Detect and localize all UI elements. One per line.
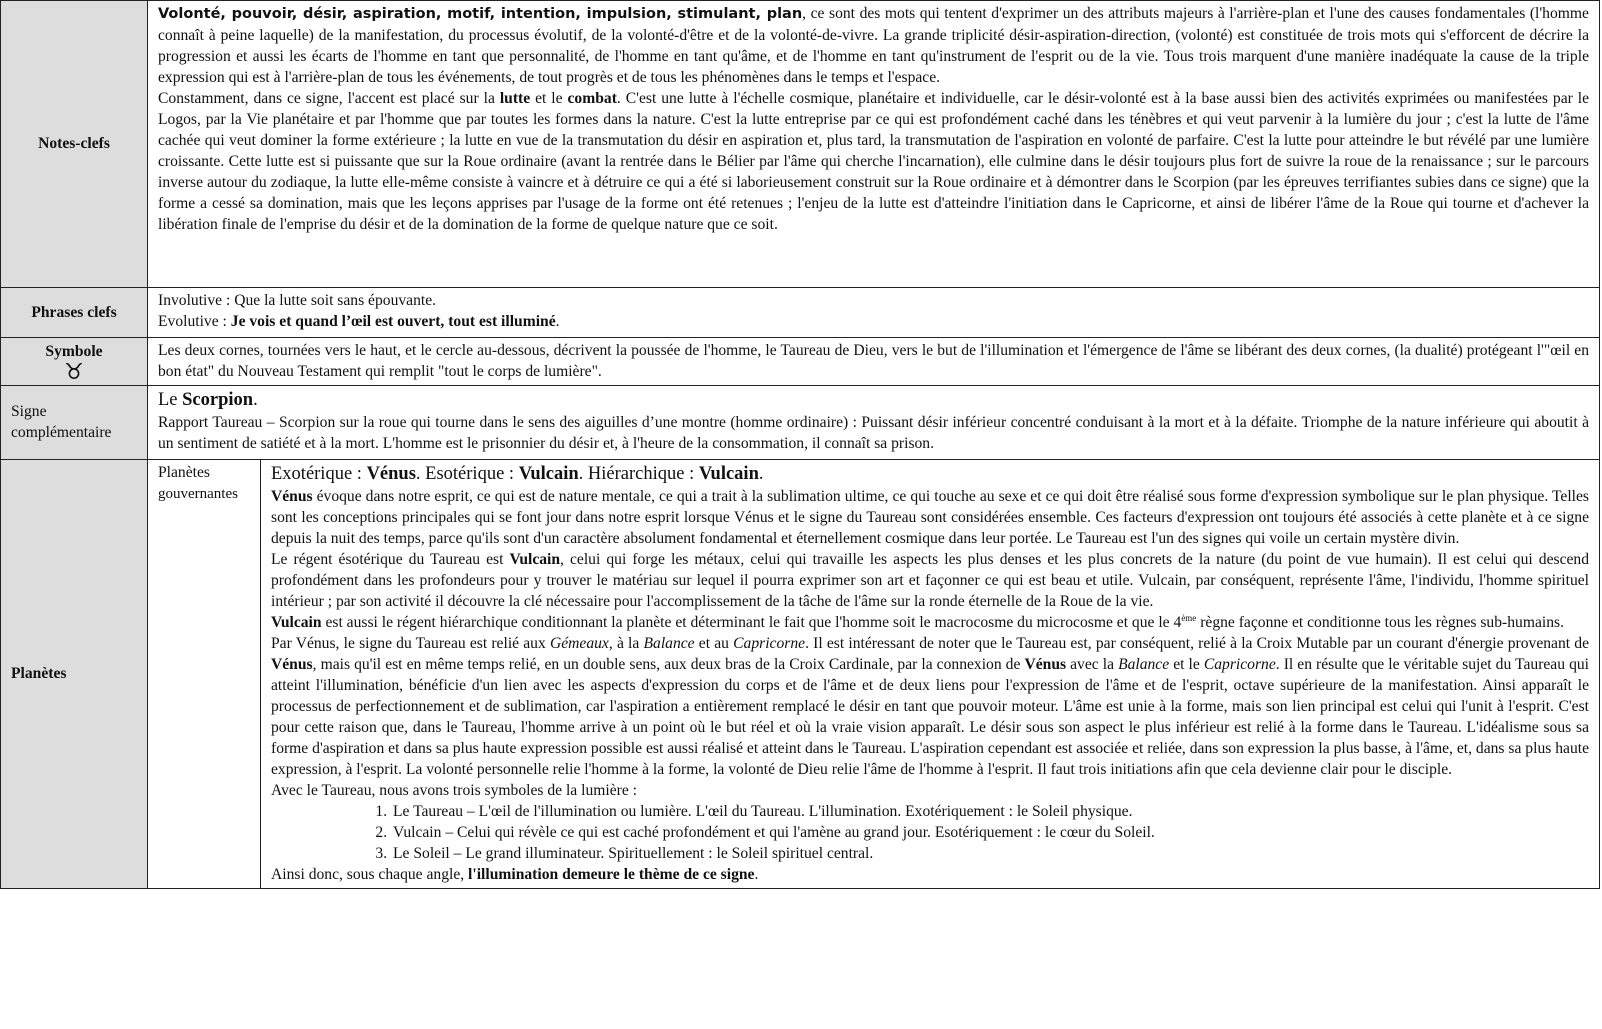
row-symbole [1, 338, 1600, 386]
notes-clefs-content [148, 1, 1600, 288]
planetes-content [261, 460, 1600, 889]
rulers-line: Exotérique : Vénus. Esotérique : Vulcain. Hiérarchique : Vulcain. [271, 464, 764, 484]
symbols-intro: Avec le Taureau, nous avons trois symboles de la lumière : [271, 782, 637, 799]
phrases-clefs-label: Phrases clefs [1, 288, 148, 338]
phrase-involutive: Involutive : Que la lutte soit sans épouvante. [158, 292, 437, 309]
signe-complementaire-content [148, 386, 1600, 460]
signe-complementaire-label: Signe complémentaire [1, 386, 148, 460]
list-item: 3. Le Soleil – Le grand illuminateur. Spirituellement : le Soleil spirituel central. [391, 843, 1589, 864]
notes-p1: Volonté, pouvoir, désir, aspiration, motif, intention, impulsion, stimulant, plan, ce sont des mots qui tentent d'exprimer un des attributs majeurs à l'arrière-plan et l'une des causes fondamentales (l'homme connaît à peine laquelle) de la manifestation, du processus évolutif, de la volonté-d'être et de la volonté-de-vivre. La grande triplicité désir-aspiration-direction, (volonté) est constituée de trois mots qui s'efforcent de décrire la progression et aussi les écarts de l'homme en tant que personnalité, de l'homme en tant qu'âme, et de l'homme en tant qu'instrument de l'esprit ou de la vie. Tous trois marquent d'une manière inadéquate la cause de la triple expression qui est à l'arrière-plan de tous les événements, de tout progrès et de tous les phénomènes dans le temps et l'espace. [158, 5, 1589, 86]
list-item: 2. Vulcain – Celui qui révèle ce qui est caché profondément et qui l'amène au grand jour. Esotériquement : le cœur du Soleil. [391, 822, 1589, 843]
row-notes-clefs [1, 1, 1600, 288]
regent-paragraph: Le régent ésotérique du Taureau est Vulcain, celui qui forge les métaux, celui qui travaille les aspects les plus denses et les plus concrets de la nature (du point de vue humain). Il est celui qui descend profondément dans les profondeurs pour y trouver le matériau sur lequel il pourra exprimer son art et façonner ce qui est beau et utile. Vulcain, par conséquent, représente l'âme, l'individu, l'homme spirituel intérieur ; par son activité il découvre la clé nécessaire pour l'accomplissement de la tâche de l'âme sur la ronde éternelle de la Roue de la vie. [271, 551, 1590, 610]
row-planetes [1, 460, 1600, 889]
complementaire-text: Rapport Taureau – Scorpion sur la roue qui tourne dans le sens des aiguilles d’une montre (homme ordinaire) : Puissant désir inférieur concentré conduisant à la mort et à la défaite. Triomphe de la nature inférieure qui aboutit à un sentiment de satiété et à la mort. L'homme est le prisonnier du désir et, à l'heure de la consommation, il connaît sa prison. [158, 414, 1589, 452]
row-signe-complementaire [1, 386, 1600, 460]
phrase-evolutive: Evolutive : Je vois et quand l’œil est ouvert, tout est illuminé. [158, 313, 560, 330]
planetes-gouvernantes-label: Planètes gouvernantes [148, 460, 261, 889]
conclusion: Ainsi donc, sous chaque angle, l'illumination demeure le thème de ce signe. [271, 866, 759, 883]
notes-p2: Constamment, dans ce signe, l'accent est placé sur la lutte et le combat. C'est une lutte à l'échelle cosmique, planétaire et individuelle, car le désir-volonté est à la base aussi bien des activités exprimées ou manifestées par le Logos, par la Vie planétaire et par l'homme que par toutes les formes dans la nature. C'est la lutte entreprise par ce qui est profondément caché dans les ténèbres et qui veut parvenir à la lumière du jour ; c'est la lutte de l'âme cachée qui veut dominer la forme extérieure ; la lutte en vue de la transmutation du désir en aspiration et, plus tard, la transmutation de l'aspiration en volonté de parfaire. C'est la lutte pour atteindre le but révélé par une lumière croissante. Cette lutte est si puissante que sur la Roue ordinaire (avant la rentrée dans le Bélier par l'âme qui cherche l'incarnation), elle culmine dans le désir toujours plus fort de suivre la roue de la renaissance ; sur le parcours inverse autour du zodiaque, la lutte elle-même consiste à vaincre et à détruire ce qui a été si laborieusement construit sur la Roue ordinaire et à démontrer dans le Scorpion (par les épreuves terrifiantes subies dans ce signe) que la forme a cessé sa domination, mais que les leçons apprises par l'usage de la forme ont été retenues ; l'enjeu de la lutte est d'atteindre l'initiation dans le Capricorne, et ainsi de libérer l'âme de la Roue qui tourne et d'achever la libération finale de l'emprise du désir et de la domination de la forme de quelque nature que ce soit. [158, 90, 1590, 233]
keywords: Volonté, pouvoir, désir, aspiration, motif, intention, impulsion, stimulant, plan [158, 6, 803, 22]
light-symbols-list [271, 801, 1589, 864]
phrases-clefs-content [148, 288, 1600, 338]
symbole-label: Symbole ♉ [1, 338, 148, 386]
taurus-icon: ♉ [64, 359, 84, 385]
notes-clefs-label: Notes-clefs [1, 1, 148, 288]
hierarchique-paragraph: Vulcain est aussi le régent hiérarchique conditionnant la planète et déterminant le fait que l'homme soit le macrocosme du microcosme et que le 4ème règne façonne et conditionne tous les règnes sub-humains. [271, 612, 1564, 631]
planetes-label: Planètes [1, 460, 148, 889]
complementaire-title: Le Scorpion. [158, 390, 258, 410]
relations-paragraph: Par Vénus, le signe du Taureau est relié aux Gémeaux, à la Balance et au Capricorne. Il est intéressant de noter que le Taureau est, par conséquent, relié à la Croix Mutable par un courant d'énergie provenant de Vénus, mais qu'il est en même temps relié, en un double sens, aux deux bras de la Croix Cardinale, par la connexion de Vénus avec la Balance et le Capricorne. Il en résulte que le véritable sujet du Taureau qui atteint l'illumination, bénéficie d'un lien avec les aspects d'expression du corps et de l'âme et de deux liens pour l'expression de l'âme et de l'esprit, octave supérieure de la manifestation. Ainsi apparaît le processus de perfectionnement et de sublimation, car l'aspiration a entièrement remplacé le désir en tant que pouvoir moteur. L'âme est unie à la forme, mais son lien principal est celui qui l'unit à l'esprit. C'est pour cette raison que, dans le Taureau, l'homme arrive à un point où le but réel et où la vraie vision apparaît. Le désir sous son aspect le plus inférieur est relié à la forme dans le Taureau. L'idéalisme sous sa forme d'aspiration et dans sa plus haute expression possible est aussi réalisé et atteint dans le Taureau. L'aspiration cependant est associée et reliée, dans son expression la plus basse, à l'âme, et, dans sa plus haute expression, à l'esprit. La volonté personnelle relie l'homme à la forme, la volonté de Dieu relie l'âme de l'homme à l'esprit. Il faut trois initiations afin que cela devienne clair pour le disciple. [271, 635, 1590, 778]
venus-paragraph: Vénus évoque dans notre esprit, ce qui est de nature mentale, ce qui a trait à la sublimation ultime, ce qui touche au sexe et ce qui doit être réalisé sous forme d'expression symbolique sur le plan physique. Telles sont les conceptions principales qui se font jour dans notre esprit lorsque Vénus et le signe du Taureau sont considérées ensemble. Ces facteurs d'expression ont toujours été associés à cette planète et à ce signe depuis la nuit des temps, parce qu'ils sont d'un caractère absolument fondamental et éternellement cosmique dans leur portée. Le Taureau est l'un des signes qui voile un certain mystère divin. [271, 488, 1589, 547]
list-item: 1. Le Taureau – L'œil de l'illumination ou lumière. L'œil du Taureau. L'illumination. Exotériquement : le Soleil physique. [391, 801, 1589, 822]
row-phrases-clefs [1, 288, 1600, 338]
symbole-content: Les deux cornes, tournées vers le haut, et le cercle au-dessous, décrivent la poussée de l'homme, le Taureau de Dieu, vers le but de l'illumination et l'émergence de l'âme se libérant des deux cornes, (la dualité) protégeant l'"œil en bon état" du Nouveau Testament qui remplit "tout le corps de lumière". [148, 338, 1600, 386]
